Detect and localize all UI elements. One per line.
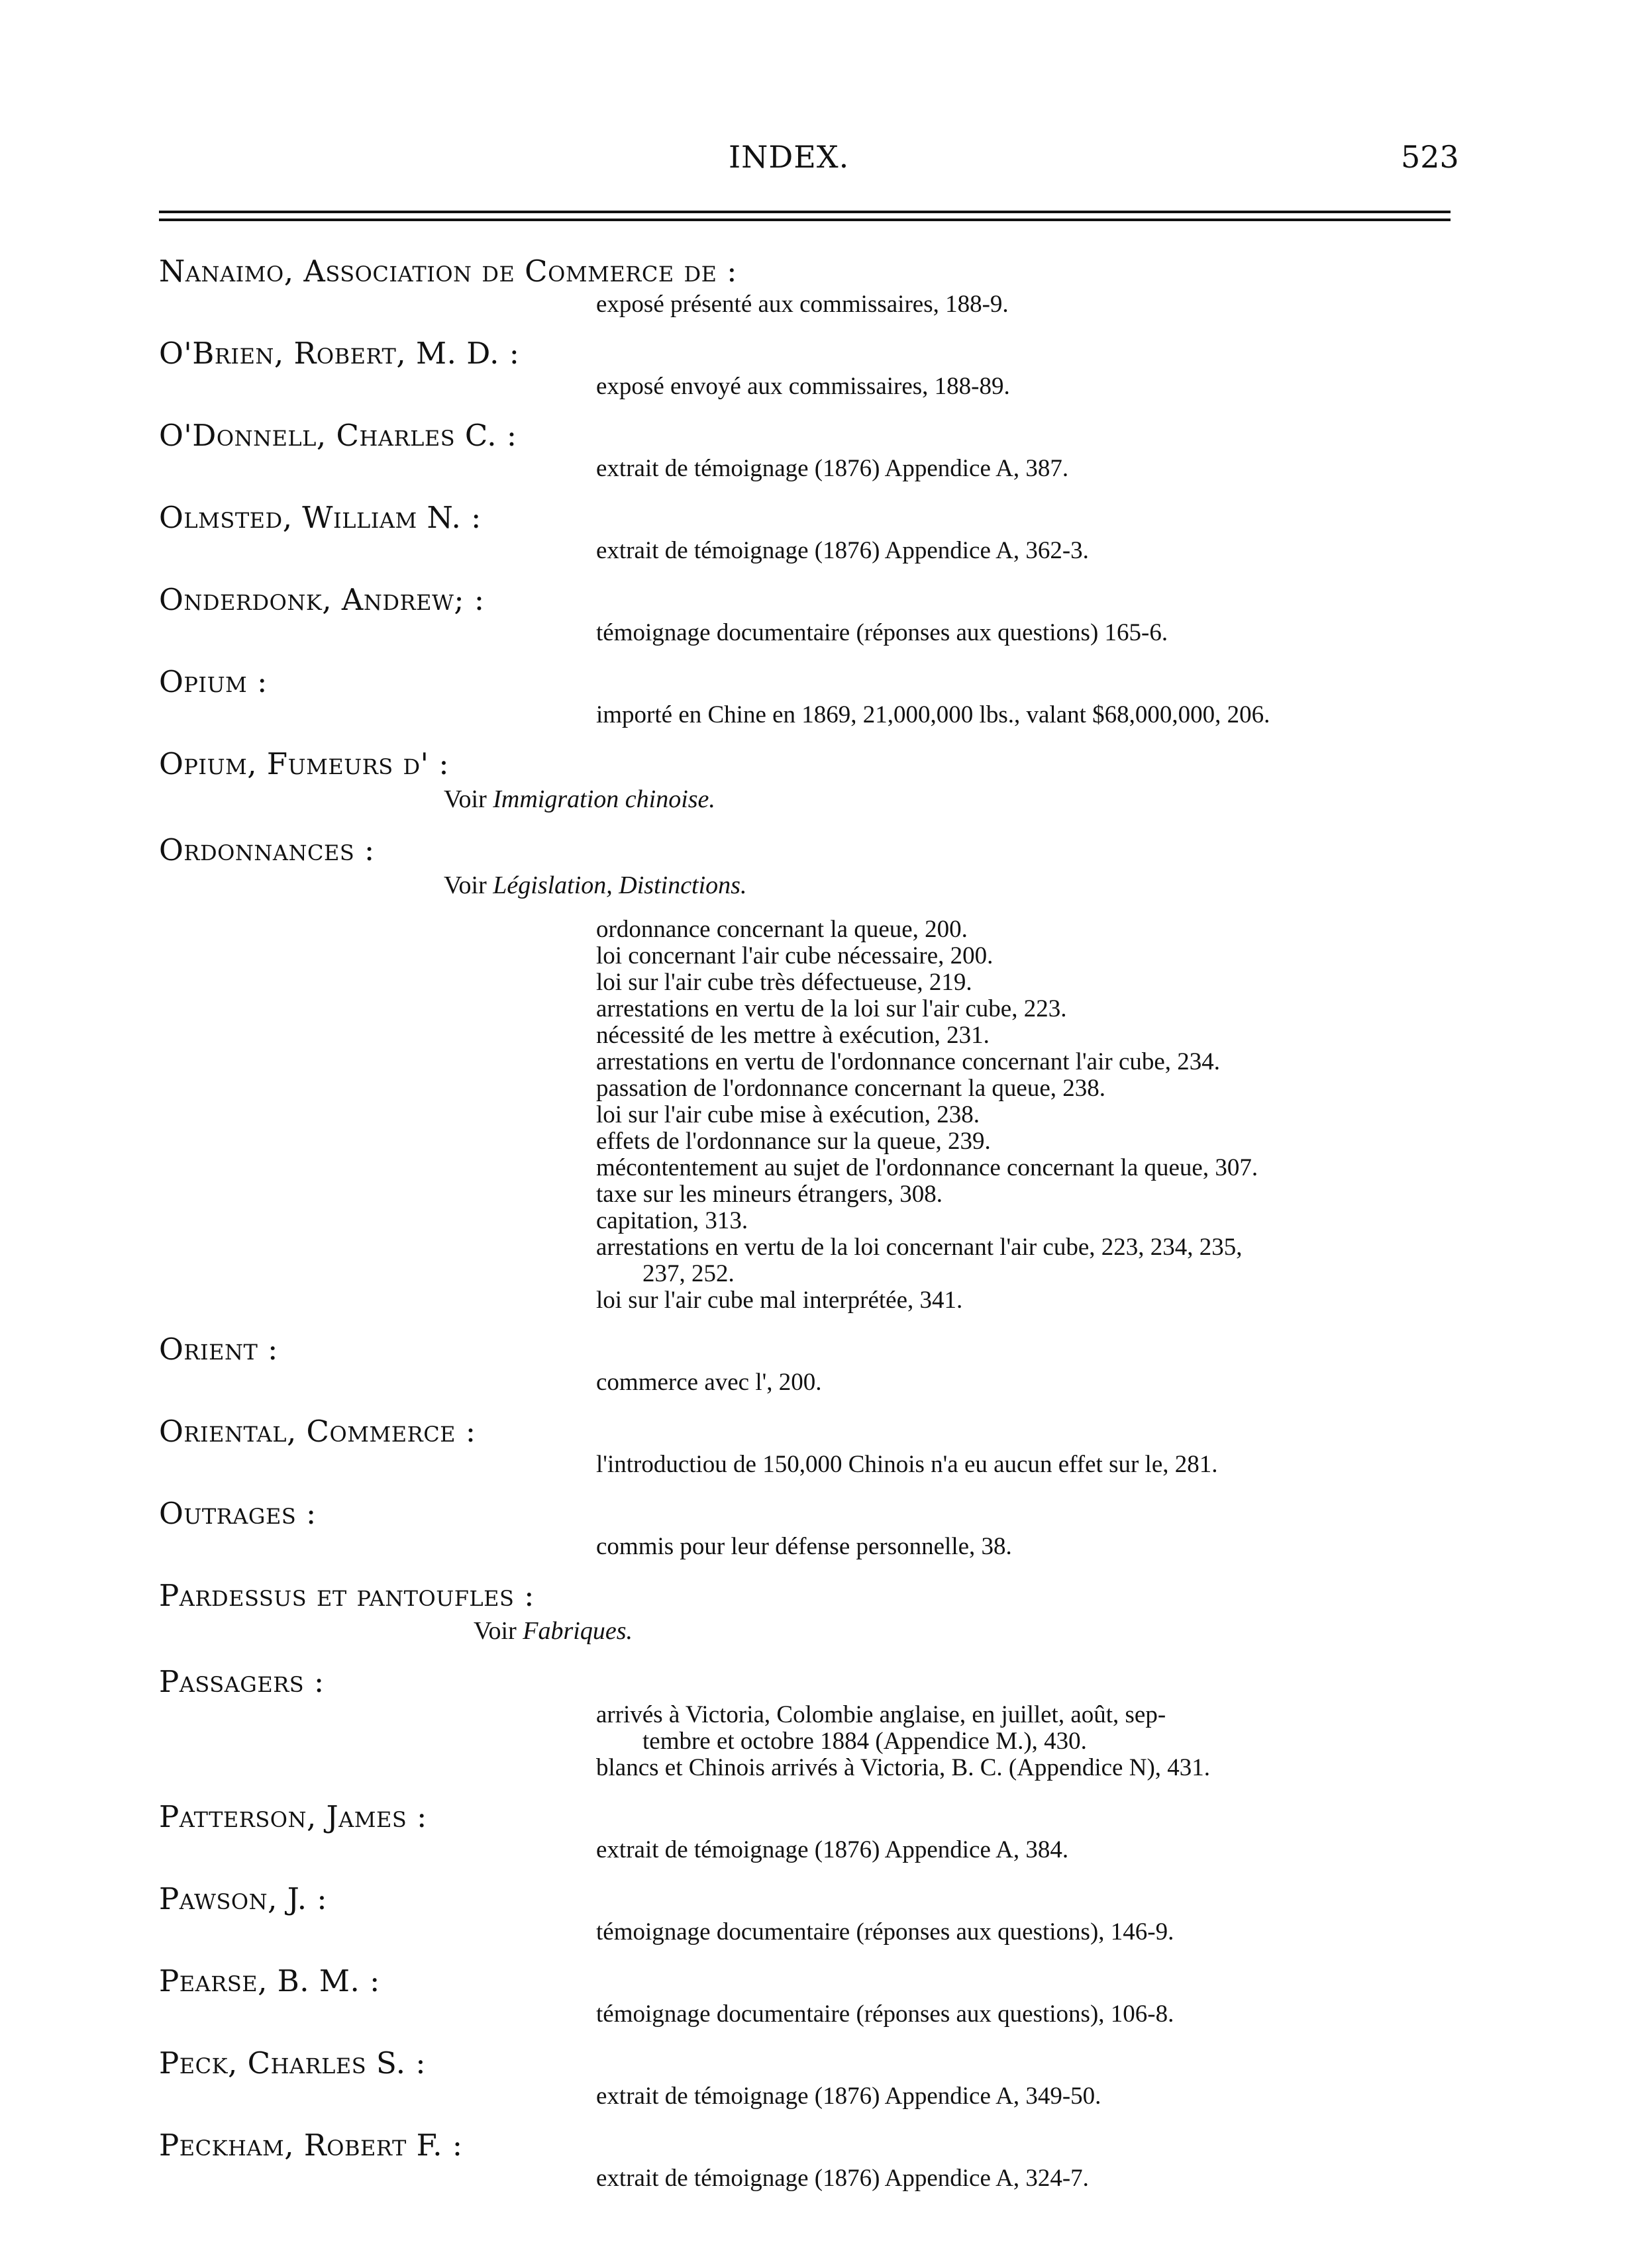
see-reference: Voir Immigration chinoise. <box>444 785 715 813</box>
entry-heading: Pawson, J. : <box>159 1881 328 1916</box>
see-reference: Voir Législation, Distinctions. <box>444 871 747 899</box>
index-entry <box>159 1412 1457 1478</box>
index-entry <box>159 334 1457 400</box>
entry-heading: Opium, Fumeurs d' : <box>159 746 450 781</box>
page-number: 523 <box>1401 139 1459 175</box>
entry-heading: O'Donnell, Charles C. : <box>159 418 517 453</box>
entry-reference: extrait de témoignage (1876) Appendice A, 349-50. <box>596 2083 1101 2110</box>
entry-reference: l'introductiou de 150,000 Chinois n'a eu aucun effet sur le, 281. <box>596 1451 1218 1478</box>
entry-reference: extrait de témoignage (1876) Appendice A, 324-7. <box>596 2165 1089 2192</box>
entry-reference: extrait de témoignage (1876) Appendice A, 384. <box>596 1836 1069 1863</box>
entry-reference: commerce avec l', 200. <box>596 1369 822 1396</box>
entry-heading: Oriental, Commerce : <box>159 1414 476 1449</box>
entry-heading: Onderdonk, Andrew; : <box>159 582 485 617</box>
entry-reference: importé en Chine en 1869, 21,000,000 lbs., valant $68,000,000, 206. <box>596 701 1270 728</box>
index-entry <box>159 416 1457 482</box>
entry-heading: Nanaimo, Association de Commerce de : <box>159 254 737 289</box>
index-entries <box>159 252 1457 2208</box>
entry-heading: Orient : <box>159 1332 278 1367</box>
index-entry <box>159 1662 1457 1781</box>
entry-reference: témoignage documentaire (réponses aux questions), 146-9. <box>596 1918 1174 1946</box>
index-entry <box>159 498 1457 564</box>
running-header <box>0 139 1632 185</box>
entry-heading: Ordonnances : <box>159 832 375 867</box>
entry-heading: Peckham, Robert F. : <box>159 2128 463 2163</box>
index-entry <box>159 1330 1457 1396</box>
entry-heading: Opium : <box>159 664 268 699</box>
index-entry <box>159 580 1457 646</box>
index-entry <box>159 1494 1457 1560</box>
entry-heading: Olmsted, William N. : <box>159 500 482 535</box>
entry-heading: Peck, Charles S. : <box>159 2046 427 2081</box>
entry-reference-list: arrivés à Victoria, Colombie anglaise, en juillet, août, sep- tembre et octobre 1884 (Appendice M.), 430. blancs et Chinois arrivés à Victoria, B. C. (Appendice N), 431. <box>596 1701 1211 1781</box>
entry-reference: exposé envoyé aux commissaires, 188-89. <box>596 373 1010 400</box>
entry-reference: exposé présenté aux commissaires, 188-9. <box>596 291 1009 318</box>
index-entry <box>159 1576 1457 1646</box>
entry-reference-list: ordonnance concernant la queue, 200. loi concernant l'air cube nécessaire, 200. loi sur l'air cube très défectueuse, 219. arrestations en vertu de la loi sur l'air cube, 223. nécessité de les mettre à exécution, 231. arrestations en vertu de l'ordonnance concernant l'air cube, 234. passation de l'ordonnance concernant la queue, 238. loi sur l'air cube mise à exécution, 238. effets de l'ordonnance sur la queue, 239. mécontentement au sujet de l'ordonnance concernant la queue, 307. taxe sur les mineurs étrangers, 308. capitation, 313. arrestations en vertu de la loi concernant l'air cube, 223, 234, 235, 237, 252. loi sur l'air cube mal interprétée, 341. <box>596 916 1258 1314</box>
entry-reference: témoignage documentaire (réponses aux questions) 165-6. <box>596 619 1168 646</box>
index-entry <box>159 252 1457 318</box>
entry-reference: extrait de témoignage (1876) Appendice A, 387. <box>596 455 1069 482</box>
entry-heading: Patterson, James : <box>159 1799 427 1834</box>
entry-heading: Outrages : <box>159 1496 317 1531</box>
entry-heading: Passagers : <box>159 1664 325 1699</box>
see-reference: Voir Fabriques. <box>474 1617 633 1645</box>
entry-reference: commis pour leur défense personnelle, 38. <box>596 1533 1012 1560</box>
index-entry <box>159 2044 1457 2110</box>
index-entry <box>159 1961 1457 2028</box>
index-entry <box>159 2126 1457 2192</box>
entry-reference: témoignage documentaire (réponses aux questions), 106-8. <box>596 2000 1174 2028</box>
entry-heading: O'Brien, Robert, M. D. : <box>159 336 520 371</box>
index-entry <box>159 1797 1457 1863</box>
index-entry <box>159 830 1457 1314</box>
entry-heading: Pearse, B. M. : <box>159 1963 380 1998</box>
index-entry <box>159 744 1457 814</box>
entry-heading: Pardessus et pantoufles : <box>159 1578 535 1613</box>
header-rule <box>159 211 1451 213</box>
index-entry <box>159 662 1457 728</box>
index-entry <box>159 1879 1457 1946</box>
header-rule <box>159 219 1451 221</box>
entry-reference: extrait de témoignage (1876) Appendice A, 362-3. <box>596 537 1089 564</box>
running-title: INDEX. <box>729 139 850 175</box>
